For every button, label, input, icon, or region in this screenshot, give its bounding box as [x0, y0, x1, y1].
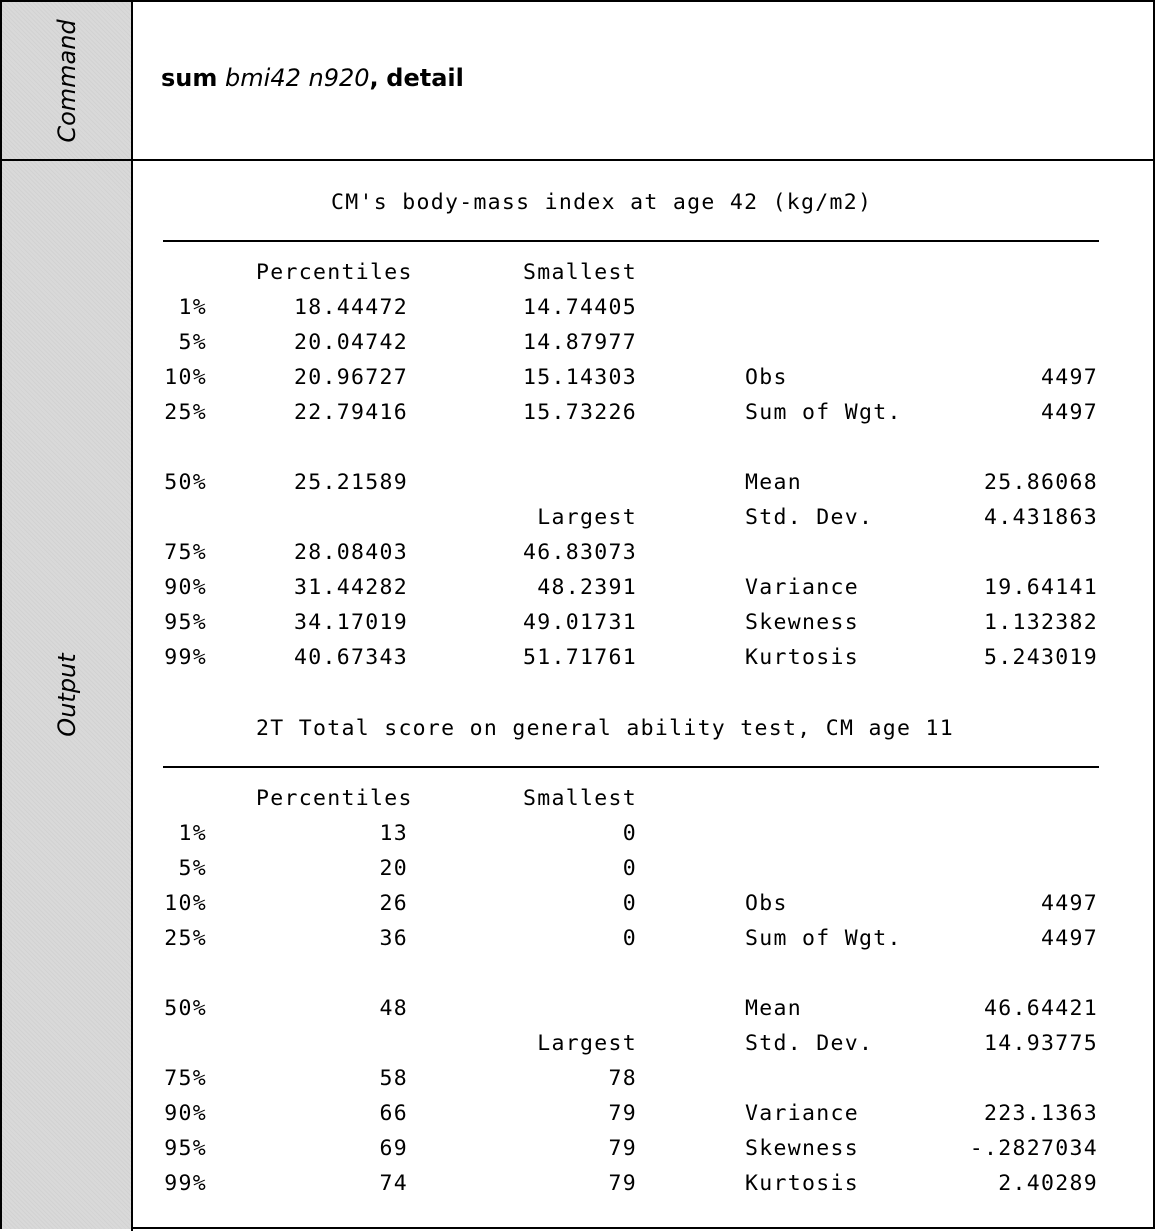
extreme-value: 14.87977 — [523, 330, 637, 355]
percentile-value: 34.17019 — [294, 610, 408, 635]
stat-label: Kurtosis — [745, 1171, 859, 1196]
stat-label: Sum of Wgt. — [745, 926, 902, 951]
extreme-value: 0 — [622, 926, 637, 951]
command-vars: bmi42 n920 — [225, 64, 370, 92]
stat-label: Std. Dev. — [745, 505, 874, 530]
percentile-label: 90% — [164, 575, 207, 600]
output-label: Output — [52, 653, 81, 737]
smallest-header: Smallest — [523, 260, 637, 285]
percentile-value: 36 — [379, 926, 408, 951]
percentile-label: 50% — [164, 996, 207, 1021]
stat-value: -.2827034 — [969, 1136, 1098, 1161]
percentile-label: 75% — [164, 1066, 207, 1091]
stat-value: 223.1363 — [984, 1101, 1098, 1126]
stat-value: 5.243019 — [984, 645, 1098, 670]
stat-label: Std. Dev. — [745, 1031, 874, 1056]
table-title: 2T Total score on general ability test, CM age 11 — [256, 716, 954, 741]
stat-label: Mean — [745, 996, 802, 1021]
vertical-divider — [131, 2, 133, 1231]
extreme-value: 49.01731 — [523, 610, 637, 635]
percentile-value: 31.44282 — [294, 575, 408, 600]
percentile-value: 13 — [379, 821, 408, 846]
stat-label: Variance — [745, 1101, 859, 1126]
extreme-value: 78 — [608, 1066, 637, 1091]
percentile-value: 58 — [379, 1066, 408, 1091]
command-text — [161, 64, 464, 92]
extreme-value: 79 — [608, 1101, 637, 1126]
stat-value: 14.93775 — [984, 1031, 1098, 1056]
command-label-panel — [2, 2, 131, 159]
stat-label: Obs — [745, 365, 788, 390]
percentile-value: 20 — [379, 856, 408, 881]
percentile-value: 22.79416 — [294, 400, 408, 425]
percentile-value: 26 — [379, 891, 408, 916]
percentile-label: 10% — [164, 365, 207, 390]
stat-label: Kurtosis — [745, 645, 859, 670]
stat-value: 46.64421 — [984, 996, 1098, 1021]
stat-value: 4.431863 — [984, 505, 1098, 530]
percentiles-header: Percentiles — [256, 786, 413, 811]
stat-value: 4497 — [1041, 400, 1098, 425]
percentile-label: 25% — [164, 400, 207, 425]
largest-header: Largest — [537, 1031, 637, 1056]
percentile-label: 1% — [178, 821, 207, 846]
stat-label: Variance — [745, 575, 859, 600]
percentile-value: 20.96727 — [294, 365, 408, 390]
extreme-value: 79 — [608, 1136, 637, 1161]
percentile-label: 90% — [164, 1101, 207, 1126]
extreme-value: 14.74405 — [523, 295, 637, 320]
extreme-value: 48.2391 — [537, 575, 637, 600]
stat-label: Mean — [745, 470, 802, 495]
table-rule — [163, 766, 1099, 768]
percentiles-header: Percentiles — [256, 260, 413, 285]
stat-label: Skewness — [745, 610, 859, 635]
extreme-value: 79 — [608, 1171, 637, 1196]
percentile-label: 50% — [164, 470, 207, 495]
extreme-value: 46.83073 — [523, 540, 637, 565]
extreme-value: 0 — [622, 821, 637, 846]
percentile-label: 10% — [164, 891, 207, 916]
stat-value: 19.64141 — [984, 575, 1098, 600]
percentile-value: 69 — [379, 1136, 408, 1161]
percentile-label: 25% — [164, 926, 207, 951]
stat-value: 4497 — [1041, 926, 1098, 951]
percentile-value: 48 — [379, 996, 408, 1021]
stat-value: 2.40289 — [998, 1171, 1098, 1196]
stat-value: 4497 — [1041, 365, 1098, 390]
percentile-value: 40.67343 — [294, 645, 408, 670]
percentile-value: 28.08403 — [294, 540, 408, 565]
table-rule — [163, 240, 1099, 242]
percentile-label: 75% — [164, 540, 207, 565]
percentile-value: 74 — [379, 1171, 408, 1196]
smallest-header: Smallest — [523, 786, 637, 811]
percentile-label: 95% — [164, 610, 207, 635]
command-comma: , — [369, 64, 379, 92]
command-keyword: sum — [161, 64, 218, 92]
extreme-value: 15.73226 — [523, 400, 637, 425]
percentile-value: 25.21589 — [294, 470, 408, 495]
command-option: detail — [386, 64, 464, 92]
stat-label: Skewness — [745, 1136, 859, 1161]
extreme-value: 51.71761 — [523, 645, 637, 670]
percentile-label: 1% — [178, 295, 207, 320]
table-title: CM's body-mass index at age 42 (kg/m2) — [331, 190, 873, 215]
stat-label: Obs — [745, 891, 788, 916]
command-label: Command — [52, 18, 81, 143]
stat-value: 1.132382 — [984, 610, 1098, 635]
output-label-panel — [2, 161, 131, 1229]
percentile-label: 99% — [164, 1171, 207, 1196]
percentile-label: 95% — [164, 1136, 207, 1161]
stat-label: Sum of Wgt. — [745, 400, 902, 425]
stat-value: 25.86068 — [984, 470, 1098, 495]
stat-value: 4497 — [1041, 891, 1098, 916]
percentile-value: 20.04742 — [294, 330, 408, 355]
horizontal-divider — [2, 159, 1155, 161]
extreme-value: 0 — [622, 856, 637, 881]
percentile-label: 5% — [178, 856, 207, 881]
largest-header: Largest — [537, 505, 637, 530]
percentile-value: 66 — [379, 1101, 408, 1126]
extreme-value: 0 — [622, 891, 637, 916]
percentile-value: 18.44472 — [294, 295, 408, 320]
percentile-label: 99% — [164, 645, 207, 670]
extreme-value: 15.14303 — [523, 365, 637, 390]
percentile-label: 5% — [178, 330, 207, 355]
